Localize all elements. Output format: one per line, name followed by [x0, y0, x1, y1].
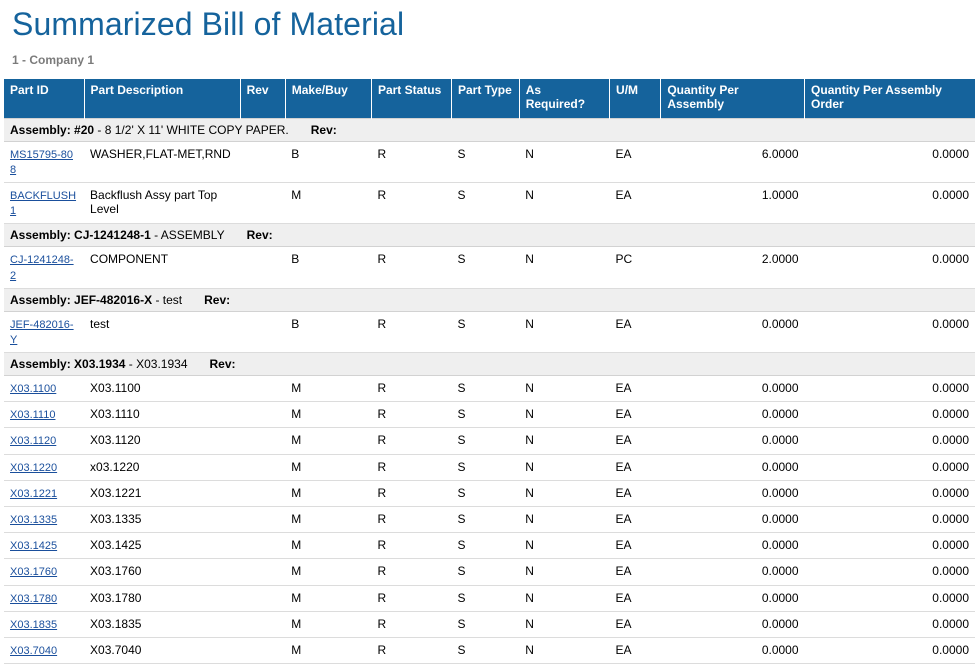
cell-quantity-per-assembly-order: 0.0000 [805, 507, 975, 533]
cell-part-status: R [371, 376, 451, 402]
cell-part-description: X03.1760 [84, 559, 240, 585]
cell-um: EA [610, 480, 661, 506]
cell-part-status: R [371, 611, 451, 637]
cell-quantity-per-assembly-order: 0.0000 [805, 402, 975, 428]
column-header-make-buy[interactable]: Make/Buy [285, 79, 371, 118]
cell-part-type: S [451, 585, 519, 611]
table-row [4, 585, 975, 611]
cell-part-description: X03.1100 [84, 376, 240, 402]
cell-part-id [4, 402, 84, 428]
assembly-group-cell [4, 118, 975, 141]
cell-quantity-per-assembly: 0.0000 [661, 559, 805, 585]
part-id-link[interactable]: X03.1835 [10, 618, 58, 631]
part-id-link[interactable]: X03.1120 [10, 435, 57, 448]
part-id-link[interactable]: X03.1110 [10, 409, 56, 422]
part-id-link[interactable]: X03.1780 [10, 592, 58, 605]
assembly-group-row [4, 288, 975, 311]
part-id-link[interactable]: X03.1760 [10, 566, 58, 579]
part-id-link[interactable]: X03.1220 [10, 461, 58, 474]
cell-quantity-per-assembly: 0.0000 [661, 428, 805, 454]
cell-part-status: R [371, 247, 451, 288]
cell-make-buy: M [285, 611, 371, 637]
cell-part-description: X03.7040 [84, 637, 240, 663]
cell-part-status: R [371, 559, 451, 585]
cell-quantity-per-assembly-order: 0.0000 [805, 311, 975, 352]
table-row [4, 141, 975, 182]
column-header-part-status[interactable]: Part Status [371, 79, 451, 118]
column-header-um[interactable]: U/M [610, 79, 661, 118]
cell-part-type: S [451, 480, 519, 506]
assembly-group-cell [4, 224, 975, 247]
cell-as-required: N [519, 141, 609, 182]
cell-rev [240, 141, 285, 182]
cell-quantity-per-assembly-order: 0.0000 [805, 141, 975, 182]
cell-as-required: N [519, 402, 609, 428]
assembly-group-row [4, 353, 975, 376]
cell-part-id [4, 141, 84, 182]
column-header-quantity-per-assembly-order[interactable]: Quantity Per Assembly Order [805, 79, 975, 118]
cell-part-id [4, 454, 84, 480]
cell-rev [240, 585, 285, 611]
table-row [4, 428, 975, 454]
cell-as-required: N [519, 480, 609, 506]
cell-um: EA [610, 402, 661, 428]
cell-part-type: S [451, 637, 519, 663]
cell-quantity-per-assembly-order: 0.0000 [805, 611, 975, 637]
cell-um: EA [610, 611, 661, 637]
cell-part-type: S [451, 454, 519, 480]
cell-part-description: X03.1221 [84, 480, 240, 506]
cell-part-description: x03.1220 [84, 454, 240, 480]
cell-quantity-per-assembly-order: 0.0000 [805, 247, 975, 288]
cell-part-description: WASHER,FLAT-MET,RND [84, 141, 240, 182]
assembly-label: Assembly: [10, 122, 71, 137]
cell-um: EA [610, 182, 661, 223]
table-row [4, 637, 975, 663]
cell-part-description: test [84, 311, 240, 352]
cell-rev [240, 480, 285, 506]
cell-as-required: N [519, 585, 609, 611]
part-id-link[interactable]: X03.1221 [10, 487, 58, 500]
column-header-rev[interactable]: Rev [240, 79, 285, 118]
cell-part-id [4, 559, 84, 585]
part-id-link[interactable]: BACKFLUSH1 [10, 189, 77, 218]
cell-quantity-per-assembly: 0.0000 [661, 402, 805, 428]
assembly-description: - ASSEMBLY [154, 228, 225, 243]
cell-part-type: S [451, 402, 519, 428]
cell-rev [240, 559, 285, 585]
assembly-rev-label: Rev: [246, 228, 273, 243]
cell-quantity-per-assembly-order: 0.0000 [805, 637, 975, 663]
cell-um: EA [610, 559, 661, 585]
cell-rev [240, 182, 285, 223]
assembly-rev-label: Rev: [204, 292, 231, 307]
cell-make-buy: M [285, 182, 371, 223]
cell-quantity-per-assembly: 2.0000 [661, 247, 805, 288]
cell-rev [240, 507, 285, 533]
cell-part-type: S [451, 376, 519, 402]
cell-make-buy: B [285, 311, 371, 352]
cell-part-id [4, 247, 84, 288]
part-id-link[interactable]: X03.1425 [10, 540, 58, 553]
cell-as-required: N [519, 507, 609, 533]
cell-rev [240, 311, 285, 352]
cell-quantity-per-assembly-order: 0.0000 [805, 182, 975, 223]
bom-table [4, 79, 975, 664]
cell-part-id [4, 533, 84, 559]
assembly-description: - 8 1/2' X 11' WHITE COPY PAPER. [97, 122, 289, 137]
cell-part-status: R [371, 428, 451, 454]
cell-quantity-per-assembly-order: 0.0000 [805, 428, 975, 454]
table-row [4, 247, 975, 288]
page-title: Summarized Bill of Material [12, 6, 405, 42]
cell-quantity-per-assembly-order: 0.0000 [805, 376, 975, 402]
cell-as-required: N [519, 428, 609, 454]
cell-part-id [4, 376, 84, 402]
assembly-id: JEF-482016-X [74, 292, 153, 307]
cell-part-description: X03.1110 [84, 402, 240, 428]
cell-quantity-per-assembly: 0.0000 [661, 507, 805, 533]
table-row [4, 182, 975, 223]
cell-quantity-per-assembly: 0.0000 [661, 311, 805, 352]
table-row [4, 559, 975, 585]
cell-part-type: S [451, 611, 519, 637]
cell-make-buy: M [285, 637, 371, 663]
cell-part-type: S [451, 533, 519, 559]
cell-rev [240, 533, 285, 559]
cell-um: EA [610, 311, 661, 352]
column-header-as-required[interactable]: As Required? [519, 79, 609, 118]
cell-rev [240, 428, 285, 454]
cell-part-status: R [371, 402, 451, 428]
cell-part-description: X03.1335 [84, 507, 240, 533]
cell-part-status: R [371, 141, 451, 182]
assembly-group-row [4, 118, 975, 141]
cell-make-buy: B [285, 247, 371, 288]
cell-part-id [4, 428, 84, 454]
assembly-description: - test [155, 292, 183, 307]
cell-um: EA [610, 454, 661, 480]
cell-part-id [4, 637, 84, 663]
cell-as-required: N [519, 454, 609, 480]
cell-part-status: R [371, 311, 451, 352]
cell-part-description: X03.1120 [84, 428, 240, 454]
cell-part-type: S [451, 141, 519, 182]
cell-as-required: N [519, 559, 609, 585]
cell-make-buy: M [285, 454, 371, 480]
assembly-label: Assembly: [10, 292, 71, 307]
cell-um: EA [610, 637, 661, 663]
part-id-link[interactable]: CJ-1241248-2 [10, 254, 74, 282]
cell-rev [240, 454, 285, 480]
table-row [4, 507, 975, 533]
assembly-label: Assembly: [10, 228, 71, 243]
cell-quantity-per-assembly-order: 0.0000 [805, 533, 975, 559]
cell-part-type: S [451, 507, 519, 533]
cell-quantity-per-assembly-order: 0.0000 [805, 480, 975, 506]
cell-rev [240, 611, 285, 637]
cell-um: EA [610, 533, 661, 559]
cell-rev [240, 376, 285, 402]
company-subtitle: 1 - Company 1 [12, 53, 95, 67]
assembly-id: X03.1934 [74, 357, 126, 372]
cell-part-status: R [371, 480, 451, 506]
cell-part-type: S [451, 428, 519, 454]
cell-quantity-per-assembly-order: 0.0000 [805, 559, 975, 585]
cell-part-type: S [451, 559, 519, 585]
column-header-part-id[interactable]: Part ID [4, 79, 84, 118]
cell-make-buy: M [285, 428, 371, 454]
cell-quantity-per-assembly: 1.0000 [661, 182, 805, 223]
cell-as-required: N [519, 182, 609, 223]
cell-make-buy: M [285, 533, 371, 559]
cell-quantity-per-assembly: 6.0000 [661, 141, 805, 182]
column-header-quantity-per-assembly[interactable]: Quantity Per Assembly [661, 79, 805, 118]
cell-quantity-per-assembly: 0.0000 [661, 585, 805, 611]
cell-part-id [4, 507, 84, 533]
cell-part-description: X03.1425 [84, 533, 240, 559]
cell-quantity-per-assembly: 0.0000 [661, 480, 805, 506]
cell-part-description: X03.1835 [84, 611, 240, 637]
cell-part-type: S [451, 247, 519, 288]
assembly-description: - X03.1934 [128, 357, 188, 372]
cell-part-status: R [371, 533, 451, 559]
cell-as-required: N [519, 611, 609, 637]
cell-make-buy: M [285, 376, 371, 402]
cell-part-id [4, 611, 84, 637]
table-row [4, 376, 975, 402]
cell-quantity-per-assembly: 0.0000 [661, 611, 805, 637]
part-id-link[interactable]: X03.7040 [10, 644, 58, 657]
cell-part-status: R [371, 454, 451, 480]
cell-part-id [4, 585, 84, 611]
cell-part-description: X03.1780 [84, 585, 240, 611]
cell-part-status: R [371, 507, 451, 533]
cell-rev [240, 247, 285, 288]
cell-part-id [4, 311, 84, 352]
column-header-part-description[interactable]: Part Description [84, 79, 240, 118]
table-row [4, 311, 975, 352]
cell-part-description: COMPONENT [84, 247, 240, 288]
cell-quantity-per-assembly: 0.0000 [661, 454, 805, 480]
cell-part-id [4, 182, 84, 223]
assembly-group-cell [4, 288, 975, 311]
cell-part-id [4, 480, 84, 506]
assembly-rev-label: Rev: [310, 122, 337, 137]
cell-make-buy: M [285, 402, 371, 428]
cell-as-required: N [519, 247, 609, 288]
cell-quantity-per-assembly: 0.0000 [661, 376, 805, 402]
cell-as-required: N [519, 376, 609, 402]
assembly-group-cell [4, 353, 975, 376]
cell-part-status: R [371, 637, 451, 663]
assembly-rev-label: Rev: [209, 357, 236, 372]
table-row [4, 480, 975, 506]
cell-quantity-per-assembly-order: 0.0000 [805, 454, 975, 480]
cell-as-required: N [519, 637, 609, 663]
cell-um: EA [610, 507, 661, 533]
cell-part-type: S [451, 182, 519, 223]
table-row [4, 454, 975, 480]
header-row [4, 79, 975, 118]
cell-part-description: Backflush Assy part Top Level [84, 182, 240, 223]
cell-quantity-per-assembly: 0.0000 [661, 637, 805, 663]
cell-make-buy: M [285, 507, 371, 533]
cell-quantity-per-assembly: 0.0000 [661, 533, 805, 559]
table-header [4, 79, 975, 118]
cell-make-buy: M [285, 585, 371, 611]
cell-part-status: R [371, 585, 451, 611]
cell-rev [240, 637, 285, 663]
cell-um: PC [610, 247, 661, 288]
cell-um: EA [610, 585, 661, 611]
cell-make-buy: M [285, 480, 371, 506]
cell-um: EA [610, 141, 661, 182]
part-id-link[interactable]: MS15795-808 [10, 148, 73, 176]
cell-rev [240, 402, 285, 428]
cell-part-status: R [371, 182, 451, 223]
table-row [4, 402, 975, 428]
table-body [4, 118, 975, 664]
cell-quantity-per-assembly-order: 0.0000 [805, 585, 975, 611]
part-id-link[interactable]: X03.1100 [10, 383, 57, 396]
part-id-link[interactable]: JEF-482016-Y [10, 318, 74, 346]
assembly-group-row [4, 224, 975, 247]
cell-um: EA [610, 376, 661, 402]
assembly-label: Assembly: [10, 357, 71, 372]
cell-make-buy: M [285, 559, 371, 585]
assembly-id: #20 [74, 122, 95, 137]
cell-um: EA [610, 428, 661, 454]
table-row [4, 611, 975, 637]
column-header-part-type[interactable]: Part Type [451, 79, 519, 118]
part-id-link[interactable]: X03.1335 [10, 514, 58, 527]
cell-as-required: N [519, 311, 609, 352]
cell-make-buy: B [285, 141, 371, 182]
report-page [0, 6, 979, 664]
assembly-id: CJ-1241248-1 [74, 228, 151, 243]
table-row [4, 533, 975, 559]
cell-part-type: S [451, 311, 519, 352]
cell-as-required: N [519, 533, 609, 559]
